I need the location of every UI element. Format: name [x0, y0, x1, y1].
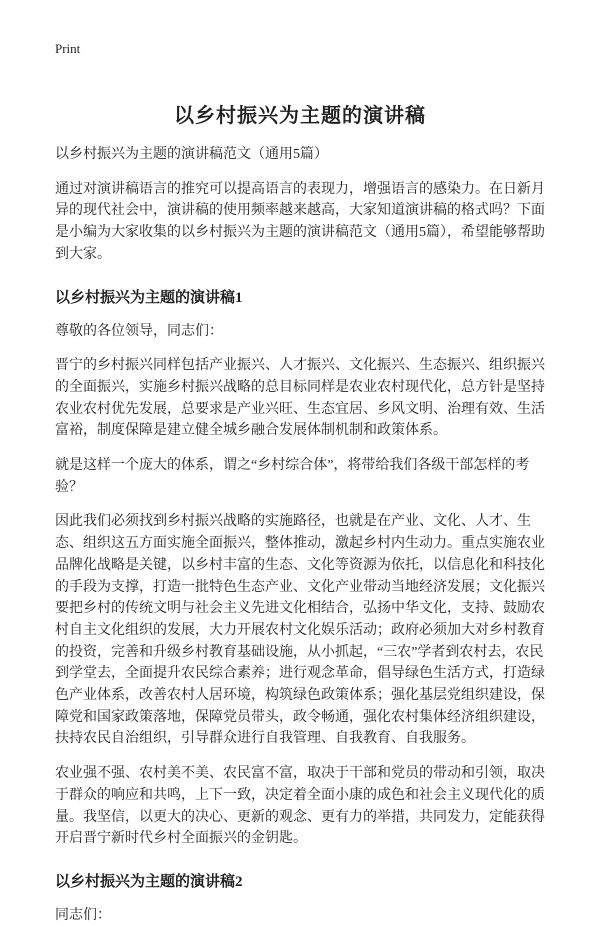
page-title: 以乡村振兴为主题的演讲稿	[174, 105, 426, 127]
section-1-heading: 以乡村振兴为主题的演讲稿1	[55, 289, 243, 306]
section-1-paragraph-question: 就是这样一个庞大的体系，谓之“乡村综合体”，将带给我们各级干部怎样的考验？	[55, 458, 530, 495]
intro-paragraph: 通过对演讲稿语言的推究可以提高语言的表现力，增强语言的感染力。在日新月异的现代社会中，演讲稿的使用频率越来越高，大家知道演讲稿的格式吗？下面是小编为大家收集的以乡村振兴为主题的演讲稿范文（通用5篇），希望能够帮助到大家。	[55, 181, 545, 262]
section-2-salutation: 同志们：	[55, 907, 111, 923]
section-1-salutation: 尊敬的各位领导，同志们：	[55, 323, 223, 339]
section-1-paragraph-overview: 晋宁的乡村振兴同样包括产业振兴、人才振兴、文化振兴、生态振兴、组织振兴的全面振兴，实施乡村振兴战略的总目标同样是农业农村现代化，总方针是坚持农业农村优先发展，总要求是产业兴旺、生态宜居、乡风文明、治理有效、生活富裕，制度保障是建立健全城乡融合发展体制机制和政策体系。	[55, 358, 545, 439]
section-1-paragraph-conclusion: 农业强不强、农村美不美、农民富不富，取决于干部和党员的带动和引领，取决于群众的响应和共鸣，上下一致，决定着全面小康的成色和社会主义现代化的质量。我坚信，以更大的决心、更新的观念、更有力的举措，共同发力，定能获得开启晋宁新时代乡村全面振兴的金钥匙。	[55, 766, 545, 847]
section-1-paragraph-implementation: 因此我们必须找到乡村振兴战略的实施路径，也就是在产业、文化、人才、生态、组织这五方面实施全面振兴，整体推动，激起乡村内生动力。重点实施农业品牌化战略是关键，以乡村丰富的生态、文化等资源为依托，以信息化和科技化的手段为支撑，打造一批特色生态产业、文化产业带动当地经济发展；文化振兴要把乡村的传统文明与社会主义先进文化相结合，弘扬中华文化，支持、鼓励农村自主文化组织的发展，大力开展农村文化娱乐活动；政府必须加大对乡村教育的投资，完善和升级乡村教育基础设施，从小抓起，“三农”学者到农村去，农民到学堂去，全面提升农民综合素养；进行观念革命，倡导绿色生活方式，打造绿色产业体系，改善农村人居环境，构筑绿色政策体系；强化基层党组织建设，保障党和国家政策落地，保障党员带头，政令畅通，强化农村集体经济组织建设，扶持农民自治组织，引导群众进行自我管理、自我教育、自我服务。	[55, 514, 545, 747]
subtitle: 以乡村振兴为主题的演讲稿范文（通用5篇）	[55, 147, 328, 162]
section-2-heading: 以乡村振兴为主题的演讲稿2	[55, 873, 243, 890]
print-button[interactable]: Print	[55, 41, 81, 56]
